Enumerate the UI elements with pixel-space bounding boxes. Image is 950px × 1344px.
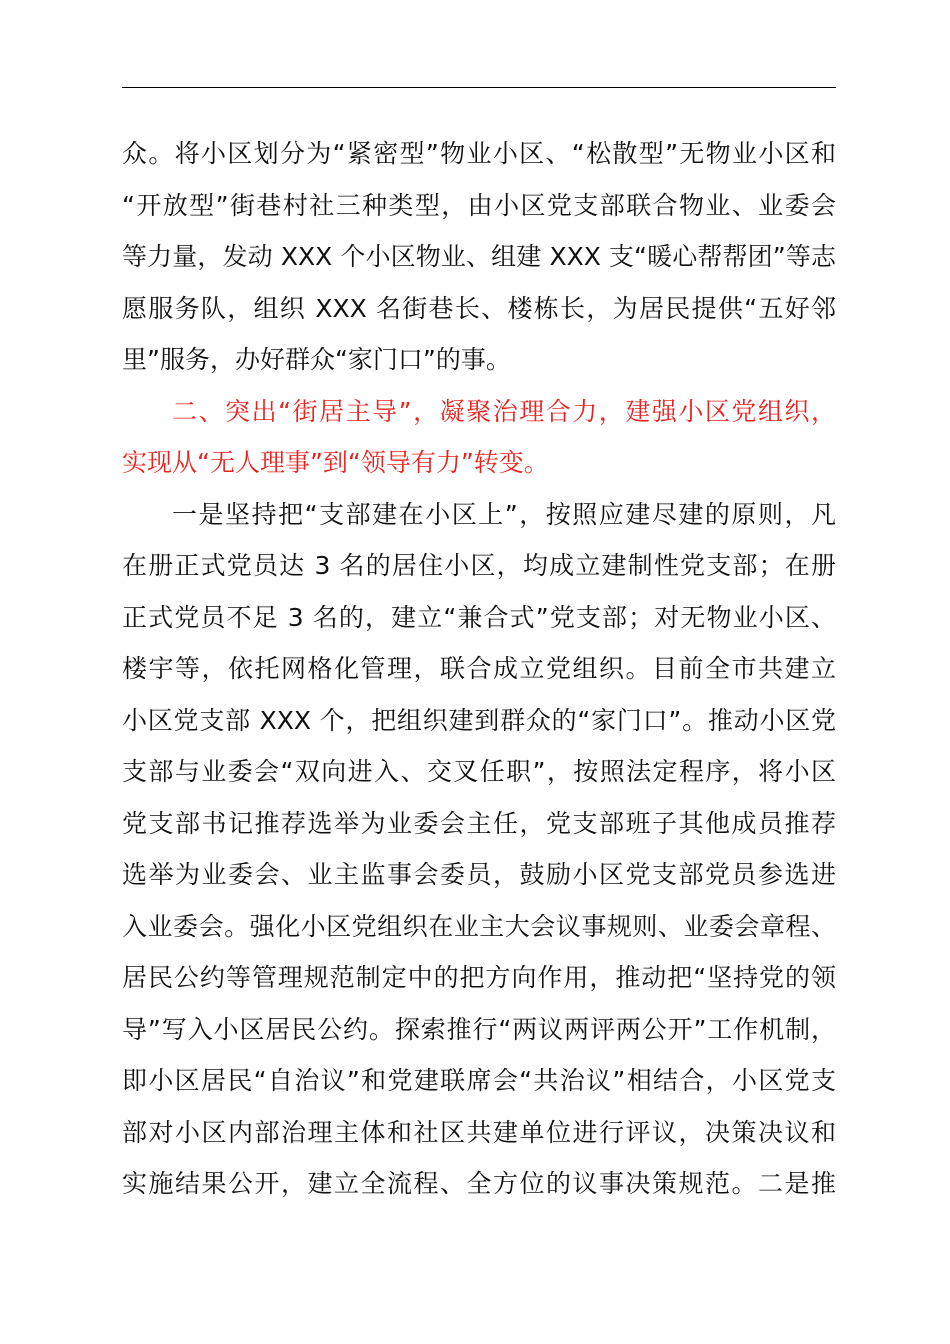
paragraph-continuation <box>122 128 836 386</box>
text-line: 居民公约等管理规范制定中的把方向作用，推动把“坚持党的领 <box>122 963 836 992</box>
text-line: 实施结果公开，建立全流程、全方位的议事决策规范。二是推 <box>122 1169 836 1198</box>
text-line: 愿服务队，组织 XXX 名街巷长、楼栋长，为居民提供“五好邻 <box>122 293 836 323</box>
text-line: 在册正式党员达 3 名的居住小区，均成立建制性党支部；在册 <box>122 551 836 580</box>
paragraph-body <box>122 489 836 1210</box>
text-line: 党支部书记推荐选举为业委会主任，党支部班子其他成员推荐 <box>122 808 836 838</box>
text-line: 支部与业委会“双向进入、交叉任职”，按照法定程序，将小区 <box>122 757 836 786</box>
text-line: 楼宇等，依托网格化管理，联合成立党组织。目前全市共建立 <box>122 654 836 683</box>
text-line: 选举为业委会、业主监事会委员，鼓励小区党支部党员参选进 <box>122 860 836 889</box>
text-line: 小区党支部 XXX 个，把组织建到群众的“家门口”。推动小区党 <box>122 705 836 735</box>
text-line: 里”服务，办好群众“家门口”的事。 <box>122 345 511 374</box>
section-heading <box>122 386 836 489</box>
text-line: 导”写入小区居民公约。探索推行“两议两评两公开”工作机制， <box>122 1014 836 1044</box>
text-line: 即小区居民“自治议”和党建联席会“共治议”相结合，小区党支 <box>122 1066 836 1095</box>
document-body <box>122 128 836 1210</box>
text-line: 部对小区内部治理主体和社区共建单位进行评议，决策决议和 <box>122 1117 836 1147</box>
text-line: “开放型”街巷村社三种类型，由小区党支部联合物业、业委会 <box>122 190 836 220</box>
text-line: 入业委会。强化小区党组织在业主大会议事规则、业委会章程、 <box>122 911 836 941</box>
text-line: 正式党员不足 3 名的，建立“兼合式”党支部；对无物业小区、 <box>122 602 836 632</box>
heading-line: 二、突出“街居主导”，凝聚治理合力，建强小区党组织， <box>172 396 836 426</box>
text-line: 等力量，发动 XXX 个小区物业、组建 XXX 支“暖心帮帮团”等志 <box>122 242 836 271</box>
text-line: 一是坚持把“支部建在小区上”，按照应建尽建的原则，凡 <box>172 499 836 529</box>
text-line: 众。将小区划分为“紧密型”物业小区、“松散型”无物业小区和 <box>122 139 836 168</box>
heading-line: 实现从“无人理事”到“领导有力”转变。 <box>122 448 549 477</box>
header-rule <box>122 87 836 88</box>
